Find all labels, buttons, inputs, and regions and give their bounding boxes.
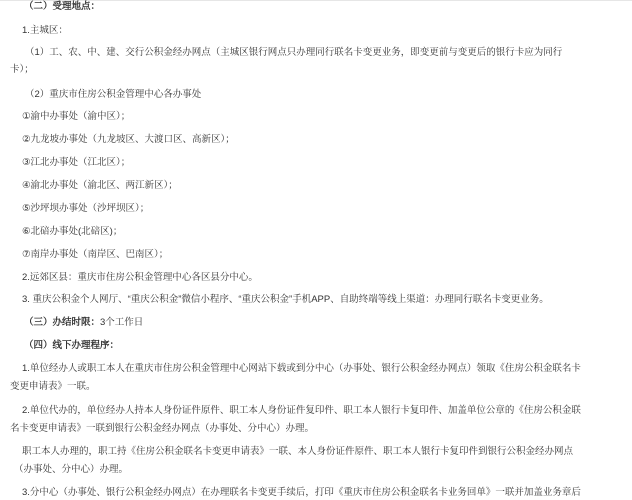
suburban-text: 2.远郊区县：重庆市住房公积金管理中心各区县分中心。 [22, 272, 258, 283]
step2-text-cont: 名卡变更申请表》一联到银行公积金经办网点（办事处、分中心）办理。 [10, 423, 315, 434]
step3-text: 3.分中心（办事处、银行公积金经办网点）在办理联名卡变更手续后，打印《重庆市住房公积金联名卡业务回单》一联并加盖业务章后 [22, 487, 581, 498]
office-item: ②九龙坡办事处（九龙坡区、大渡口区、高新区）； [22, 134, 235, 145]
online-channels-text: 3. 重庆公积金个人网厅、“重庆公积金”微信小程序、“重庆公积金”手机APP、自助终端等线上渠道：办理同行联名卡变更业务。 [22, 294, 549, 305]
office-item: ⑤沙坪坝办事处（沙坪坝区）； [22, 203, 150, 214]
time-limit-value: 3个工作日 [100, 317, 144, 328]
office-item: ①渝中办事处（渝中区）； [22, 111, 131, 122]
time-limit-row [24, 316, 626, 329]
office-item: ⑥北碚办事处(北碚区)； [22, 226, 123, 237]
office-item: ⑦南岸办事处（南岸区、巴南区）； [22, 249, 169, 260]
office-item: ③江北办事处（江北区）； [22, 157, 131, 168]
step1-text: 1.单位经办人或职工本人在重庆市住房公积金管理中心网站下载或到分中心（办事处、银行公积金经办网点）领取《住房公积金联名卡 [22, 363, 581, 374]
section-heading-procedure: （四）线下办理程序： [24, 340, 120, 351]
step1-text-cont: 变更申请表》一联。 [10, 381, 96, 392]
self-handling-text-cont: （办事处、分中心）办理。 [14, 464, 129, 475]
bank-points-text: （1）工、农、中、建、交行公积金经办网点（主城区银行网点只办理同行联名卡变更业务，即变更前与变更后的银行卡应为同行 [25, 47, 563, 58]
time-limit-label: （三）办结时限： [24, 317, 101, 328]
step2-text: 2.单位代办的，单位经办人持本人身份证件原件、职工本人身份证件复印件、职工本人银行卡复印件、加盖单位公章的《住房公积金联 [22, 405, 581, 416]
main-city-label: 1.主城区： [22, 25, 68, 36]
self-handling-text: 职工本人办理的，职工持《住房公积金联名卡变更申请表》一联、本人身份证件原件、职工本人银行卡复印件到银行公积金经办网点 [22, 446, 574, 457]
offices-title: （2）重庆市住房公积金管理中心各办事处 [25, 89, 202, 100]
bank-points-text-cont: 卡）； [10, 64, 34, 75]
section-heading-location: （二）受理地点： [24, 1, 101, 12]
office-item: ④渝北办事处（渝北区、两江新区）； [22, 180, 178, 191]
